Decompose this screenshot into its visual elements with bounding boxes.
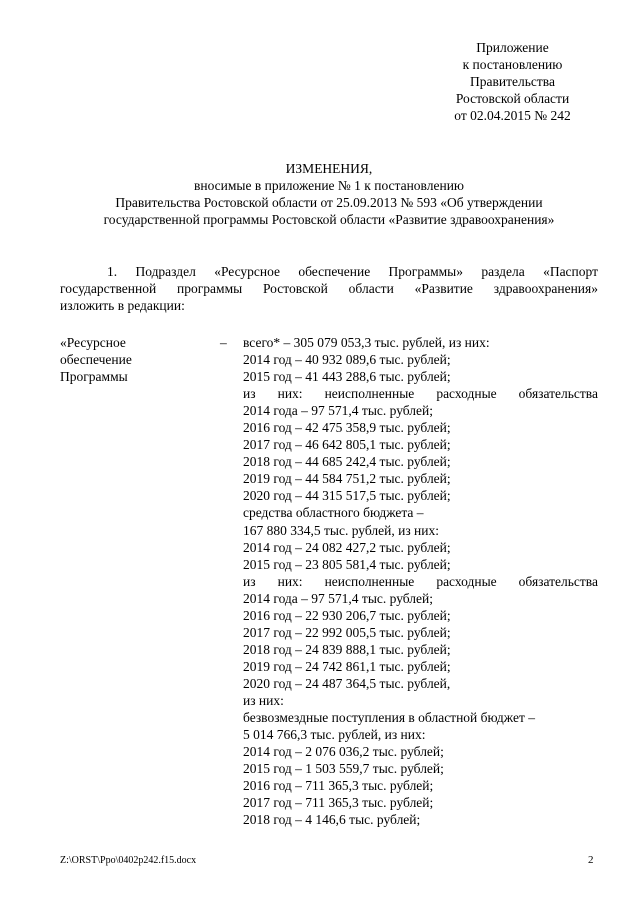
resource-row: всего* – 305 079 053,3 тыс. рублей, из них: [243,335,490,350]
resource-label-line: Программы [60,369,128,384]
resource-dash: – [220,335,227,350]
title-heading: ИЗМЕНЕНИЯ, [285,161,373,176]
appendix-line: Правительства [470,74,555,89]
paragraph-line: государственной программы Ростовской области «Развитие здравоохранения» [60,281,598,296]
resource-label [60,334,180,385]
resource-label-line: обеспечение [60,352,132,367]
paragraph-line: 1. Подраздел «Ресурсное обеспечение Программы» раздела «Паспорт [107,264,598,279]
resource-row: 2020 год – 44 315 517,5 тыс. рублей; [243,488,451,504]
resource-row: 167 880 334,5 тыс. рублей, из них: [243,522,439,538]
resource-row: 2014 года – 97 571,4 тыс. рублей; [243,403,434,419]
page-number: 2 [588,854,594,866]
resource-row: из них: [243,692,284,708]
resource-row: 2016 год – 42 475 358,9 тыс. рублей; [243,420,451,436]
resource-row: 2017 год – 22 992 005,5 тыс. рублей; [243,624,451,640]
resource-row: 2015 год – 41 443 288,6 тыс. рублей; [243,369,451,385]
resource-row: 5 014 766,3 тыс. рублей, из них: [243,727,426,743]
resource-row: 2014 год – 2 076 036,2 тыс. рублей; [243,744,444,760]
resource-row: 2014 год – 40 932 089,6 тыс. рублей; [243,352,451,368]
resource-row: 2018 год – 44 685 242,4 тыс. рублей; [243,454,451,470]
resource-row: из них: неисполненные расходные обязательства [243,573,598,589]
appendix-line: Ростовской области [455,91,570,106]
appendix-line: от 02.04.2015 № 242 [454,108,571,123]
resource-row: 2014 год – 24 082 427,2 тыс. рублей; [243,539,451,555]
file-path: Z:\ORST\Ppo\0402p242.f15.docx [60,855,197,866]
resource-row: средства областного бюджета – [243,505,424,521]
resource-row: безвозмездные поступления в областной бюджет – [243,710,535,726]
paragraph-line: изложить в редакции: [60,298,185,313]
resource-row: 2017 год – 711 365,3 тыс. рублей; [243,795,434,811]
resource-list [243,334,598,828]
body-paragraph [60,263,598,314]
resource-row: 2018 год – 4 146,6 тыс. рублей; [243,812,421,828]
document-title [60,160,598,228]
resource-row: 2016 год – 711 365,3 тыс. рублей; [243,778,434,794]
resource-row: 2017 год – 46 642 805,1 тыс. рублей; [243,437,451,453]
resource-row: 2015 год – 23 805 581,4 тыс. рублей; [243,556,451,572]
resource-row: 2016 год – 22 930 206,7 тыс. рублей; [243,607,451,623]
title-line: государственной программы Ростовской области «Развитие здравоохранения» [103,212,555,227]
title-line: Правительства Ростовской области от 25.09.2013 № 593 «Об утверждении [115,195,543,210]
resource-row: 2019 год – 24 742 861,1 тыс. рублей; [243,658,451,674]
title-line: вносимые в приложение № 1 к постановлению [193,178,465,193]
resource-row: из них: неисполненные расходные обязательства [243,386,598,402]
resource-row: 2014 года – 97 571,4 тыс. рублей; [243,590,434,606]
appendix-line: Приложение [476,40,549,55]
appendix-line: к постановлению [462,57,563,72]
resource-label-line: «Ресурсное [60,335,126,350]
resource-row: 2019 год – 44 584 751,2 тыс. рублей; [243,471,451,487]
resource-row: 2018 год – 24 839 888,1 тыс. рублей; [243,641,451,657]
resource-row: 2015 год – 1 503 559,7 тыс. рублей; [243,761,444,777]
appendix-header [400,39,625,124]
resource-row: 2020 год – 24 487 364,5 тыс. рублей, [243,675,451,691]
